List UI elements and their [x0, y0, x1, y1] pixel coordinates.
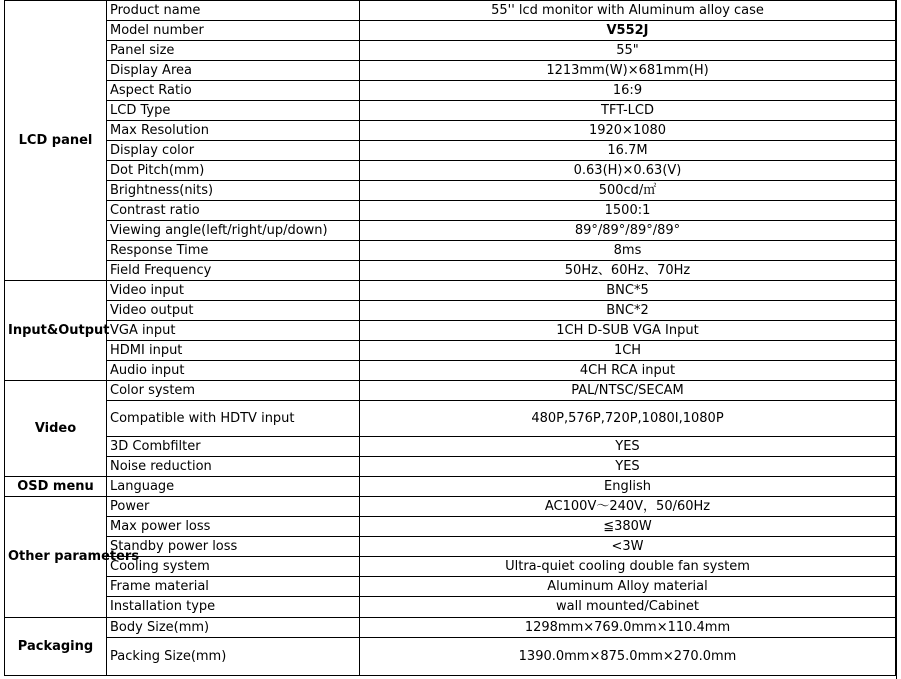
spec-label: Contrast ratio	[107, 201, 360, 221]
spec-label: 3D Combfilter	[107, 437, 360, 457]
table-row	[5, 321, 896, 341]
spec-value: PAL/NTSC/SECAM	[360, 381, 896, 401]
spec-value: 4CH RCA input	[360, 361, 896, 381]
table-row	[5, 101, 896, 121]
spec-value: 1390.0mm×875.0mm×270.0mm	[360, 638, 896, 676]
spec-value: 1CH	[360, 341, 896, 361]
table-row	[5, 457, 896, 477]
spec-value: 1CH D-SUB VGA Input	[360, 321, 896, 341]
spec-value: 89°/89°/89°/89°	[360, 221, 896, 241]
table-row	[5, 241, 896, 261]
spec-label: VGA input	[107, 321, 360, 341]
spec-label: Response Time	[107, 241, 360, 261]
spec-value: English	[360, 477, 896, 497]
spec-value: 8ms	[360, 241, 896, 261]
table-row	[5, 577, 896, 597]
spec-label: Video input	[107, 281, 360, 301]
category-cell: Input&Output	[5, 281, 107, 381]
spec-value: 55'' lcd monitor with Aluminum alloy case	[360, 1, 896, 21]
table-row	[5, 497, 896, 517]
table-row	[5, 81, 896, 101]
spec-label: Standby power loss	[107, 537, 360, 557]
spec-table-body	[5, 1, 896, 676]
table-row	[5, 161, 896, 181]
spec-value: YES	[360, 457, 896, 477]
table-row	[5, 1, 896, 21]
spec-label: Display Area	[107, 61, 360, 81]
spec-label: Aspect Ratio	[107, 81, 360, 101]
spec-label: Cooling system	[107, 557, 360, 577]
spec-value: wall mounted/Cabinet	[360, 597, 896, 618]
spec-label: Installation type	[107, 597, 360, 618]
spec-label: Display color	[107, 141, 360, 161]
spec-value: YES	[360, 437, 896, 457]
spec-value: BNC*5	[360, 281, 896, 301]
spec-value: 16:9	[360, 81, 896, 101]
spec-value: 55"	[360, 41, 896, 61]
spec-value: 1298mm×769.0mm×110.4mm	[360, 618, 896, 638]
spec-label: Video output	[107, 301, 360, 321]
table-row	[5, 477, 896, 497]
spec-label: Viewing angle(left/right/up/down)	[107, 221, 360, 241]
table-row	[5, 381, 896, 401]
category-cell: LCD panel	[5, 1, 107, 281]
right-edge-strip	[896, 0, 901, 679]
spec-value: Aluminum Alloy material	[360, 577, 896, 597]
table-row	[5, 221, 896, 241]
spec-label: Noise reduction	[107, 457, 360, 477]
spec-value: 50Hz、60Hz、70Hz	[360, 261, 896, 281]
category-cell: Other parameters	[5, 497, 107, 618]
spec-value: 500cd/㎡	[360, 181, 896, 201]
table-row	[5, 121, 896, 141]
spec-label: Compatible with HDTV input	[107, 401, 360, 437]
category-cell: Packaging	[5, 618, 107, 676]
category-cell: OSD menu	[5, 477, 107, 497]
spec-label: Packing Size(mm)	[107, 638, 360, 676]
table-row	[5, 141, 896, 161]
table-row	[5, 401, 896, 437]
spec-value: 480P,576P,720P,1080I,1080P	[360, 401, 896, 437]
table-row	[5, 281, 896, 301]
spec-label: Max power loss	[107, 517, 360, 537]
spec-label: Audio input	[107, 361, 360, 381]
spec-value: 0.63(H)×0.63(V)	[360, 161, 896, 181]
spec-label: Field Frequency	[107, 261, 360, 281]
spec-value: ≦380W	[360, 517, 896, 537]
table-row	[5, 517, 896, 537]
spec-value: 16.7M	[360, 141, 896, 161]
spec-value: V552J	[360, 21, 896, 41]
spec-label: Power	[107, 497, 360, 517]
table-row	[5, 361, 896, 381]
spec-label: Brightness(nits)	[107, 181, 360, 201]
spec-value: AC100V～240V，50/60Hz	[360, 497, 896, 517]
spec-value: Ultra-quiet cooling double fan system	[360, 557, 896, 577]
spec-label: Language	[107, 477, 360, 497]
table-row	[5, 638, 896, 676]
table-row	[5, 557, 896, 577]
spec-label: Panel size	[107, 41, 360, 61]
spec-value: 1920×1080	[360, 121, 896, 141]
spec-label: Color system	[107, 381, 360, 401]
spec-value: BNC*2	[360, 301, 896, 321]
spec-label: Body Size(mm)	[107, 618, 360, 638]
table-row	[5, 301, 896, 321]
spec-label: Dot Pitch(mm)	[107, 161, 360, 181]
table-row	[5, 181, 896, 201]
spec-value: TFT-LCD	[360, 101, 896, 121]
table-row	[5, 201, 896, 221]
spec-label: HDMI input	[107, 341, 360, 361]
table-row	[5, 61, 896, 81]
category-cell: Video	[5, 381, 107, 477]
spec-value: <3W	[360, 537, 896, 557]
table-row	[5, 21, 896, 41]
table-row	[5, 537, 896, 557]
spec-label: Model number	[107, 21, 360, 41]
spec-label: LCD Type	[107, 101, 360, 121]
table-row	[5, 437, 896, 457]
table-row	[5, 261, 896, 281]
table-row	[5, 341, 896, 361]
spec-table	[4, 0, 896, 676]
spec-label: Frame material	[107, 577, 360, 597]
spec-label: Product name	[107, 1, 360, 21]
spec-value: 1500:1	[360, 201, 896, 221]
table-row	[5, 41, 896, 61]
table-row	[5, 597, 896, 618]
spec-label: Max Resolution	[107, 121, 360, 141]
spec-value: 1213mm(W)×681mm(H)	[360, 61, 896, 81]
table-row	[5, 618, 896, 638]
